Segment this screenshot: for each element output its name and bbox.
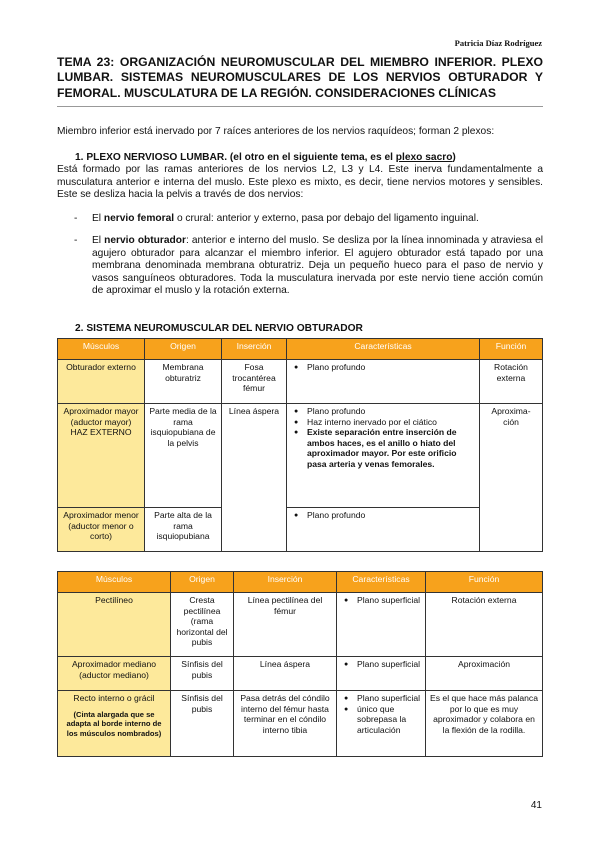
col-header: Función (426, 572, 543, 593)
col-header: Músculos (58, 339, 145, 360)
origin-cell: Parte media de la rama isquiopubiana de la pelvis (145, 404, 222, 508)
insertion-cell: Línea áspera (234, 657, 337, 691)
col-header: Músculos (58, 572, 171, 593)
features-cell: ● Plano superficial (337, 593, 426, 657)
table-obturador-1 (57, 338, 543, 552)
insertion-cell: Pasa detrás del cóndilo interno del fémur hasta terminar en el cóndilo interno tibia (234, 691, 337, 757)
col-header: Origen (171, 572, 234, 593)
features-cell: ● Plano superficial (337, 657, 426, 691)
col-header: Inserción (234, 572, 337, 593)
muscle-cell: Aproximador mediano (aductor mediano) (58, 657, 171, 691)
bullet-dash: - (74, 235, 78, 246)
intro-text: Miembro inferior está inervado por 7 raíces anteriores de los nervios raquídeos; forman 2 plexos: (57, 126, 495, 137)
page-title-last-line: FEMORAL. MUSCULATURA DE LA REGIÓN. CONSIDERACIONES CLÍNICAS (57, 86, 496, 100)
features-cell: ● Plano profundo (287, 508, 480, 552)
author-name: Patricia Díaz Rodríguez (454, 38, 542, 48)
section-1-body: Está formado por las ramas anteriores de los nervios L2, L3 y L4. Este inerva fundamentalmente a musculatura anterior e interna del muslo. Este plexo es mixto, es decir, tiene nervios motores y sensibles. Este se desliza hacia la pelvis a través de dos nervios: (57, 164, 543, 201)
col-header: Inserción (222, 339, 287, 360)
function-cell: Rotación externa (426, 593, 543, 657)
function-cell: Aproxima-ción (480, 404, 543, 552)
insertion-cell: Línea pectilínea del fémur (234, 593, 337, 657)
title-divider (57, 106, 543, 107)
page-title: TEMA 23: ORGANIZACIÓN NEUROMUSCULAR DEL MIEMBRO INFERIOR. PLEXO LUMBAR. SISTEMAS NEUROMUSCULARES DE LOS NERVIOS OBTURADOR Y (57, 55, 543, 84)
insertion-cell: Línea áspera (222, 404, 287, 552)
origin-cell: Sínfisis del pubis (171, 657, 234, 691)
muscle-cell: Recto interno o grácil (Cinta alargada que se adapta al borde interno de los músculos nombrados) (58, 691, 171, 757)
col-header: Características (287, 339, 480, 360)
muscle-cell: Aproximador mayor (aductor mayor) HAZ EXTERNO (58, 404, 145, 508)
table-obturador-2 (57, 571, 543, 757)
insertion-cell: Fosa trocantérea fémur (222, 360, 287, 404)
origin-cell: Cresta pectilínea (rama horizontal del pubis (171, 593, 234, 657)
function-cell: Es el que hace más palanca por lo que es muy aproximador y colabora en la flexión de la rodilla. (426, 691, 543, 757)
features-cell: ● Plano profundo (287, 360, 480, 404)
col-header: Características (337, 572, 426, 593)
function-cell: Aproximación (426, 657, 543, 691)
bullet-femoral: El nervio femoral o crural: anterior y externo, pasa por debajo del ligamento inguinal. (92, 213, 479, 224)
col-header: Origen (145, 339, 222, 360)
page-number: 41 (530, 800, 542, 811)
muscle-cell: Aproximador menor (aductor menor o corto) (58, 508, 145, 552)
origin-cell: Parte alta de la rama isquiopubiana (145, 508, 222, 552)
features-cell: ● Plano profundo ● Haz interno inervado por el ciático ● Existe separación entre inserción de ambos haces, es el anillo o hiato del aproximador mayor. Por este orificio pasa arteria y venas femorales. (287, 404, 480, 508)
bullet-dash: - (74, 213, 78, 224)
muscle-cell: Obturador externo (58, 360, 145, 404)
col-header: Función (480, 339, 543, 360)
features-cell: ● Plano superficial ● único que sobrepasa la articulación (337, 691, 426, 757)
origin-cell: Membrana obturatriz (145, 360, 222, 404)
muscle-cell: Pectilíneo (58, 593, 171, 657)
section-1-heading: 1. PLEXO NERVIOSO LUMBAR. (el otro en el siguiente tema, es el plexo sacro) (75, 152, 456, 163)
muscle-note: (Cinta alargada que se adapta al borde interno de los músculos nombrados) (66, 709, 162, 738)
function-cell: Rotación externa (480, 360, 543, 404)
origin-cell: Sínfisis del pubis (171, 691, 234, 757)
bullet-obturador: El nervio obturador: anterior e interno del muslo. Se desliza por la línea innominada y atraviesa el agujero obturador para alcanzar el miembro inferior. El agujero obturador está tapado por una membrana denominada membrana obturatriz. Deja un pequeño hueco para el paso de nervio y vasos sanguíneos obturadores. Toda la musculatura inervada por este nervio tiene acción común de aproximar el muslo y la rotación externa. (92, 235, 543, 297)
section-2-heading: 2. SISTEMA NEUROMUSCULAR DEL NERVIO OBTURADOR (75, 323, 363, 334)
